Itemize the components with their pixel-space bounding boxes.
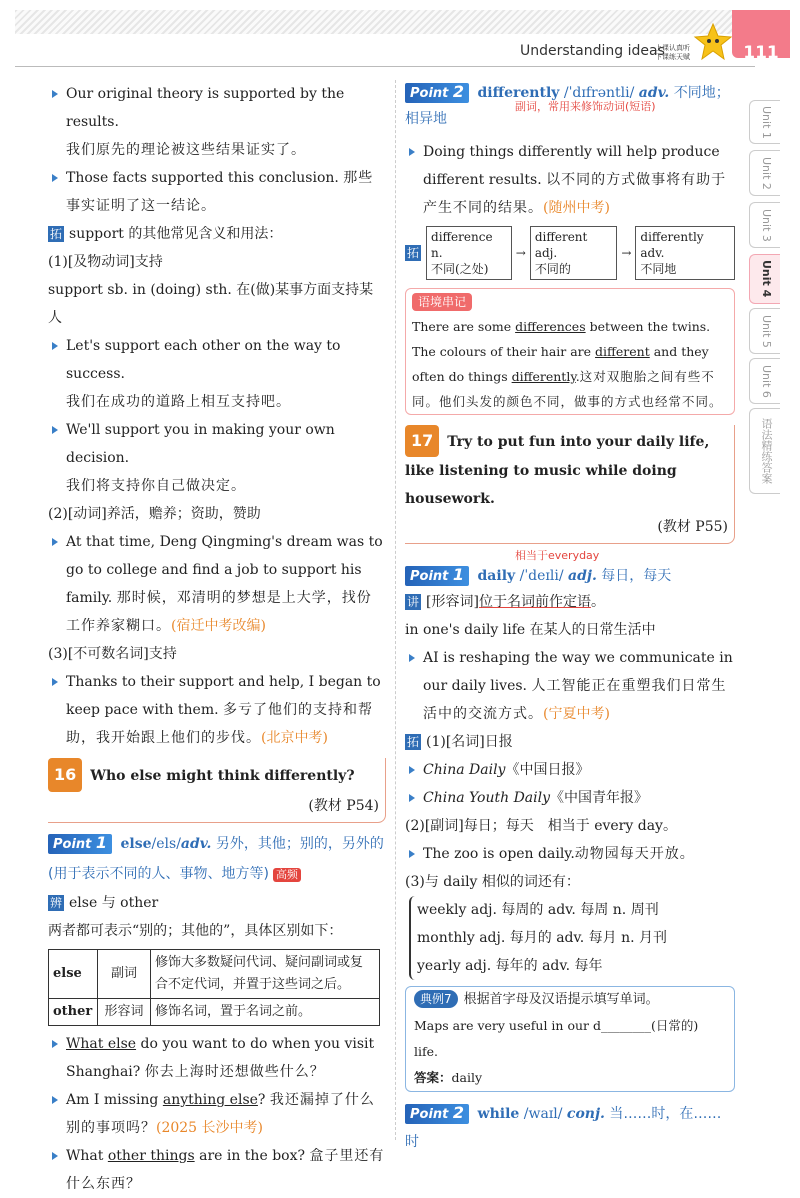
comparison-table <box>48 949 380 1026</box>
high-frequency-badge: 高频 <box>273 868 301 882</box>
point-badge: Point 2 <box>405 1104 469 1124</box>
tab-unit-5[interactable]: Unit 5 <box>749 308 780 354</box>
column-divider <box>395 80 396 1140</box>
extend-tag: 拓 <box>407 735 420 749</box>
tab-unit-4[interactable]: Unit 4 <box>749 254 780 304</box>
handwritten-note: 相当于everyday <box>515 549 600 562</box>
word-box: different adj. 不同的 <box>530 226 618 280</box>
point-daily: Point 1 daily /ˈdeɪli/ adj. 每日，每天 <box>405 564 735 588</box>
extend-tag: 拓 <box>50 227 63 241</box>
example-item: Let's support each other on the way to success. 我们在成功的道路上相互支持吧。 <box>48 332 386 416</box>
header-slogan: 上课认真听 下课练天赋 <box>655 44 690 61</box>
extend-section: 拓 support 的其他常见含义和用法： <box>50 226 283 242</box>
source-label: (2025 长沙中考) <box>156 1120 264 1136</box>
table-row: other 形容词 修饰名词，置于名词之前。 <box>49 999 380 1026</box>
handwritten-note: 副词，常用来修饰动词(短语) <box>515 100 656 113</box>
page-header <box>0 0 800 72</box>
header-stripe <box>15 10 755 34</box>
example-item: What other things are in the box? 盒子里还有什么东西？ <box>48 1142 386 1198</box>
tab-grammar-answers[interactable]: 语法精练答案 <box>749 408 780 494</box>
tab-unit-1[interactable]: Unit 1 <box>749 100 780 144</box>
example-item: Am I missing anything else? 我还漏掉了什么别的事项吗？(2025 长沙中考) <box>48 1086 386 1142</box>
example-item: Doing things differently will help produce different results. 以不同的方式做事将有助于产生不同的结果。(随州中考) <box>405 138 735 222</box>
usage-phrase: in one's daily life 在某人的日常生活中 <box>405 622 656 638</box>
exercise-answer: daily <box>451 1070 483 1085</box>
source-label: (随州中考) <box>543 200 610 216</box>
sentence-16: 16 Who else might think differently? (教材 P54) <box>48 758 386 823</box>
example-item: Thanks to their support and help, I began to keep pace with them. 多亏了他们的支持和帮助，我开始跟上他们的步伐。(北京中考) <box>48 668 386 752</box>
sentence-17: 17 Try to put fun into your daily life, like listening to music while doing housework. (教材 P55) <box>405 425 735 544</box>
example-item: China Daily《中国日报》 <box>405 756 735 784</box>
list-item: monthly adj. 每月的 adv. 每月 n. 月刊 <box>417 930 668 946</box>
distinguish-desc: 两者都可表示“别的；其他的”，具体区别如下： <box>48 923 343 939</box>
list-item: weekly adj. 每周的 adv. 每周 n. 周刊 <box>417 902 659 918</box>
page-number: 111 <box>732 10 790 58</box>
list-item: yearly adj. 每年的 adv. 每年 <box>417 958 603 974</box>
example-item: AI is reshaping the way we communicate in our daily lives. 人工智能正在重塑我们日常生活中的交流方式。(宁夏中考) <box>405 644 735 728</box>
exercise-title: 典例7 <box>414 990 458 1008</box>
usage-heading: (3)[不可数名词]支持 <box>48 646 177 662</box>
example-item: At that time, Deng Qingming's dream was to go to college and find a job to support his family. 那时候，邓清明的梦想是上大学，找份工作养家糊口。(宿迁中考改编) <box>48 528 386 640</box>
distinguish-section: 辨 else 与 other <box>50 895 159 911</box>
star-mascot-icon <box>693 22 733 62</box>
header-title: Understanding ideas <box>520 43 665 59</box>
textbook-ref: (教材 P55) <box>657 519 728 535</box>
point-badge: Point 1 <box>405 566 469 586</box>
right-column <box>405 80 735 1156</box>
word-family-chain <box>405 226 735 280</box>
example-item: The zoo is open daily.动物园每天开放。 <box>405 840 735 868</box>
header-divider <box>15 66 755 67</box>
distinguish-tag: 辨 <box>50 896 63 910</box>
tab-unit-6[interactable]: Unit 6 <box>749 358 780 404</box>
word-box: difference n. 不同(之处) <box>426 226 512 280</box>
table-row: else 副词 修饰大多数疑问代词、疑问副词或复合不定代词，并置于这些词之后。 <box>49 950 380 999</box>
point-badge: Point 1 <box>48 834 112 854</box>
arrow-right-icon: → <box>621 246 632 260</box>
textbook-ref: (教材 P54) <box>308 798 379 814</box>
explain-section: 讲 [形容词]位于名词前作定语。 <box>407 594 605 610</box>
example-item: Our original theory is supported by the results. 我们原先的理论被这些结果证实了。 <box>48 80 386 164</box>
example-item: China Youth Daily《中国青年报》 <box>405 784 735 812</box>
explain-tag: 讲 <box>407 595 420 609</box>
sentence-number: 16 <box>48 758 82 792</box>
usage-heading: (1)[及物动词]支持 <box>48 254 163 270</box>
tab-unit-2[interactable]: Unit 2 <box>749 150 780 196</box>
usage-phrase: support sb. in (doing) sth. 在(做)某事方面支持某人 <box>48 282 374 326</box>
source-label: (宿迁中考改编) <box>171 618 266 634</box>
point-else: Point 1 else/els/adv. 另外，其他；别的，另外的(用于表示不同的人、事物、地方等) 高频 <box>48 833 384 882</box>
source-label: (宁夏中考) <box>543 706 610 722</box>
example-exercise-box: 典例7 根据首字母及汉语提示填写单词。 Maps are very useful in our d________(日常的) life. 答案：daily <box>405 986 735 1092</box>
extend-section: 拓 (1)[名词]日报 <box>407 734 513 750</box>
usage-heading: (2)[动词]养活，赡养；资助，赞助 <box>48 506 261 522</box>
sentence-number: 17 <box>405 425 439 457</box>
example-item: We'll support you in making your own decision. 我们将支持你自己做决定。 <box>48 416 386 500</box>
similar-words-list <box>409 896 735 980</box>
point-differently: Point 2 differently /ˈdɪfrəntli/ adv. 不同地；相异地 副词，常用来修饰动词(短语) <box>405 82 730 127</box>
context-title: 语境串记 <box>412 293 472 311</box>
example-item: What else do you want to do when you visit Shanghai? 你去上海时还想做些什么？ <box>48 1030 386 1086</box>
point-badge: Point 2 <box>405 83 469 103</box>
arrow-right-icon: → <box>515 246 526 260</box>
usage-heading: (2)[副词]每日；每天 相当于 every day。 <box>405 818 677 834</box>
left-column <box>48 80 386 1198</box>
tab-unit-3[interactable]: Unit 3 <box>749 202 780 248</box>
extend-tag: 拓 <box>407 246 420 260</box>
word-box: differently adv. 不同地 <box>635 226 735 280</box>
exercise-question: Maps are very useful in our d________(日常的) life. <box>414 1018 699 1059</box>
source-label: (北京中考) <box>261 730 328 746</box>
usage-heading: (3)与 daily 相似的词还有： <box>405 874 580 890</box>
example-item: Those facts supported this conclusion. 那些事实证明了这一结论。 <box>48 164 386 220</box>
context-memory-box: 语境串记 There are some differences between the twins. The colours of their hair are different and they often do things differently.这对双胞胎之间有些不同。他们头发的颜色不同，做事的方式也经常不同。 <box>405 288 735 415</box>
point-while: Point 2 while /waɪl/ conj. 当……时，在……时 <box>405 1103 722 1150</box>
